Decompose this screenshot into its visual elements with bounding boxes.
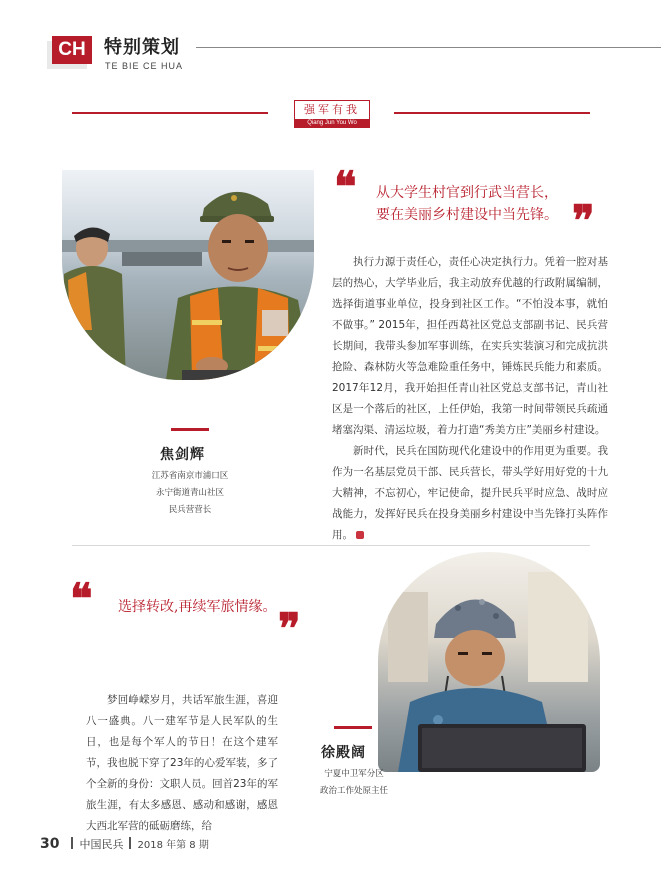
pull-quote-line: 从大学生村官到行武当营长，: [376, 185, 558, 201]
person-title-line: 民兵营营长: [168, 505, 212, 515]
boat-scene-illustration: [62, 170, 314, 380]
article-end-icon: [356, 531, 364, 539]
person-name: 徐殿阔: [321, 745, 366, 761]
article-body: [86, 690, 278, 837]
open-quote-mark: ❝: [334, 162, 357, 211]
footer-separator: [129, 837, 131, 849]
person-title-block: [140, 468, 240, 519]
magazine-name: 中国民兵: [79, 838, 124, 851]
column-rule-right: [394, 112, 590, 114]
pull-quote: [376, 182, 596, 226]
section-badge: CH: [52, 36, 92, 64]
column-title: 强军有我: [294, 100, 370, 120]
name-accent-bar: [334, 726, 372, 729]
pull-quote-line: 选择转改,再续军旅情缘。: [118, 599, 277, 615]
footer-separator: [71, 837, 73, 849]
body-paragraph: 梦回峥嵘岁月，共话军旅生涯，喜迎八一盛典。八一建军节是人民军队的生日，也是每个军人的节日！在这个建军节，我也脱下穿了23年的心爱军装，多了个全新的身份：文职人员。回首23年的军旅生涯，有太多感恩、感动和感谢，感恩大西北军营的砥砺磨练，给: [86, 694, 278, 832]
person-title-line: 政治工作处原主任: [319, 786, 388, 796]
person-title-line: 江苏省南京市浦口区: [151, 471, 229, 481]
person-title-line: 宁夏中卫军分区: [324, 769, 384, 779]
portrait-photo-jiao: [62, 170, 314, 380]
open-quote-mark: ❝: [70, 574, 93, 623]
name-accent-bar: [171, 428, 209, 431]
pull-quote-line: 要在美丽乡村建设中当先锋。: [376, 207, 558, 223]
person-title-line: 永宁街道青山社区: [155, 488, 224, 498]
body-paragraph: 执行力源于责任心，责任心决定执行力。凭着一腔对基层的热心，大学毕业后，我主动放弃优越的行政附属编制，选择街道事业单位，投身到社区工作。“不怕没本事，就怕不做事。” 2015年，担任西葛社区党总支部副书记、民兵营长期间，我带头参加军事训练，在实兵实装演习和完成抗洪抢险、森林防火等急难险重任务中，锤炼民兵能力和素质。2017年12月，我开始担任青山社区党总支部书记，青山社区是一个落后的社区，上任伊始，我第一时间带领民兵疏通堵塞沟渠、清运垃圾，着力打造“秀美方庄”美丽乡村建设。: [332, 256, 608, 436]
close-quote-mark: ❞: [278, 604, 301, 653]
portrait-photo-xu: [378, 552, 600, 772]
page-number: 30: [40, 836, 60, 852]
column-rule-left: [72, 112, 268, 114]
body-paragraph-text: 新时代，民兵在国防现代化建设中的作用更为重要。我作为一名基层党员干部、民兵营长，带头学好用好党的十九大精神，不忘初心，牢记使命，提升民兵平时应急、战时应战能力，发挥好民兵在投身美丽乡村建设中当先锋打头阵作用。: [332, 445, 608, 541]
section-pinyin: TE BIE CE HUA: [105, 61, 184, 71]
column-pinyin: Qiang Jun You Wo: [294, 119, 370, 128]
office-scene-illustration: [378, 552, 600, 772]
section-title: 特别策划: [104, 37, 180, 58]
page-footer: [40, 836, 209, 852]
person-name: 焦剑辉: [160, 447, 205, 463]
person-title-block: [306, 766, 402, 800]
article-body: [332, 252, 608, 546]
header-rule: [196, 47, 661, 48]
issue-label: 2018 年第 8 期: [137, 840, 209, 851]
article-divider: [72, 545, 590, 546]
body-paragraph: [332, 441, 608, 546]
close-quote-mark: ❞: [572, 196, 595, 245]
